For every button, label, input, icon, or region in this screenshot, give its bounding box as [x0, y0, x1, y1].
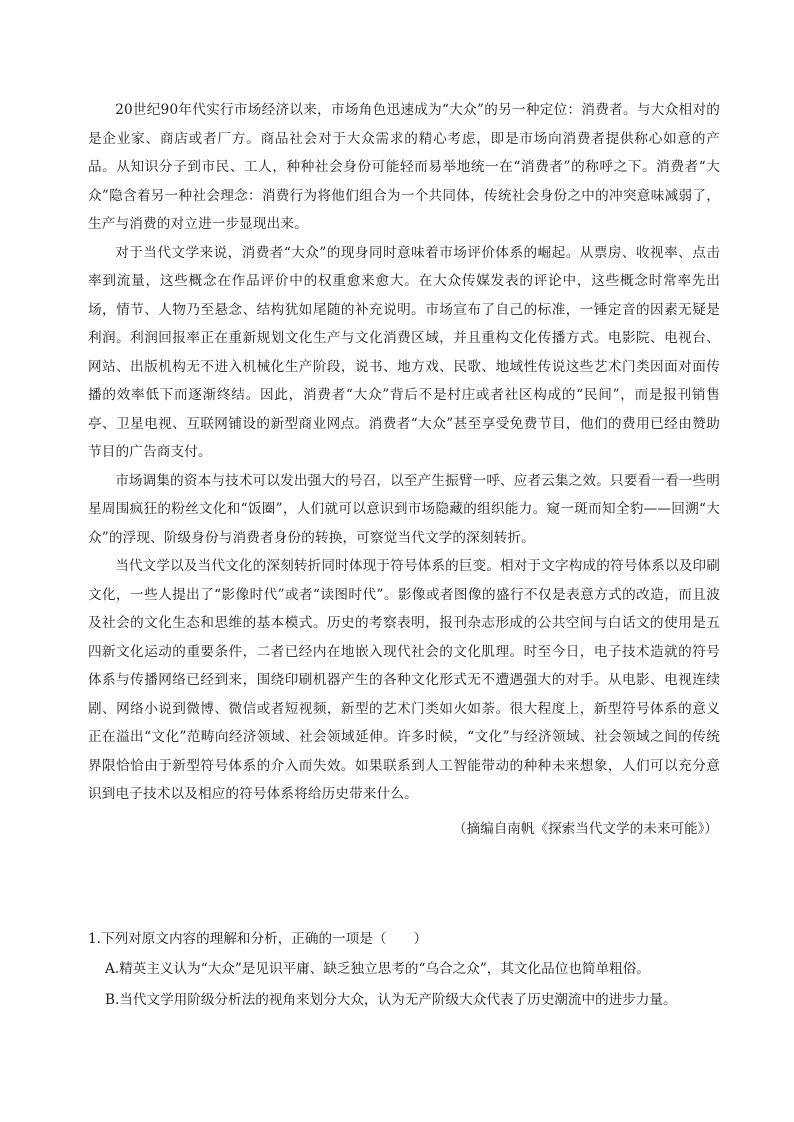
question-stem: 1.下列对原文内容的理解和分析，正确的一项是（ ） [88, 931, 428, 947]
question-1 [88, 924, 720, 1016]
article-paragraph-3: 市场调集的资本与技术可以发出强大的号召，以至产生振臂一呼、应者云集之效。只要看一看一些明星周围疯狂的粉丝文化和“饭圈”，人们就可以意识到市场隐藏的组织能力。窥一斑而知全豹——回溯“大众”的浮现、阶级身份与消费者身份的转换，可察觉当代文学的深刻转折。 [88, 472, 720, 546]
question-option-a: A.精英主义认为“大众”是见识平庸、缺乏独立思考的“乌合之众”，其文化品位也简单粗俗。 [105, 961, 650, 977]
article-body [88, 96, 720, 843]
article-source: （摘编自南帆《探索当代文学的未来可能》） [452, 820, 718, 837]
article-paragraph-2: 对于当代文学来说，消费者“大众”的现身同时意味着市场评价体系的崛起。从票房、收视率、点击率到流量，这些概念在作品评价中的权重愈来愈大。在大众传媒发表的评论中，这些概念时常率先出场，情节、人物乃至悬念、结构犹如尾随的补充说明。市场宣布了自己的标准，一锤定音的因素无疑是利润。利润回报率正在重新规划文化生产与文化消费区域，并且重构文化传播方式。电影院、电视台、网站、出版机构无不进入机械化生产阶段，说书、地方戏、民歌、地域性传说这些艺术门类因面对面传播的效率低下而逐渐终结。因此，消费者“大众”背后不是村庄或者社区构成的“民间”，而是报刊销售亭、卫星电视、互联网铺设的新型商业网点。消费者“大众”甚至享受免费节目，他们的费用已经由赞助节目的广告商支付。 [88, 244, 720, 460]
article-paragraph-1: 20世纪90年代实行市场经济以来，市场角色迅速成为“大众”的另一种定位：消费者。与大众相对的是企业家、商店或者厂方。商品社会对于大众需求的精心考虑，即是市场向消费者提供称心如意的产品。从知识分子到市民、工人，种种社会身份可能轻而易举地统一在“消费者”的称呼之下。消费者“大众”隐含着另一种社会理念：消费行为将他们组合为一个共同体，传统社会身份之中的冲突意味减弱了，生产与消费的对立进一步显现出来。 [88, 102, 720, 232]
question-option-b: B.当代文学用阶级分析法的视角来划分大众，认为无产阶级大众代表了历史潮流中的进步力量。 [105, 992, 677, 1008]
article-paragraph-4: 当代文学以及当代文化的深刻转折同时体现于符号体系的巨变。相对于文字构成的符号体系以及印刷文化，一些人提出了“影像时代”或者“读图时代”。影像或者图像的盛行不仅是表意方式的改造，而且波及社会的文化生态和思维的基本模式。历史的考察表明，报刊杂志形成的公共空间与白话文的使用是五四新文化运动的重要条件，二者已经内在地嵌入现代社会的文化肌理。时至今日，电子技术造就的符号体系与传播网络已经到来，围绕印刷机器产生的各种文化形式无不遭遇强大的对手。从电影、电视连续剧、网络小说到微博、微信或者短视频，新型的艺术门类如火如荼。很大程度上，新型符号体系的意义正在溢出“文化”范畴向经济领域、社会领域延伸。许多时候，“文化”与经济领域、社会领域之间的传统界限恰恰由于新型符号体系的介入而失效。如果联系到人工智能带动的种种未来想象，人们可以充分意识到电子技术以及相应的符号体系将给历史带来什么。 [88, 558, 720, 802]
